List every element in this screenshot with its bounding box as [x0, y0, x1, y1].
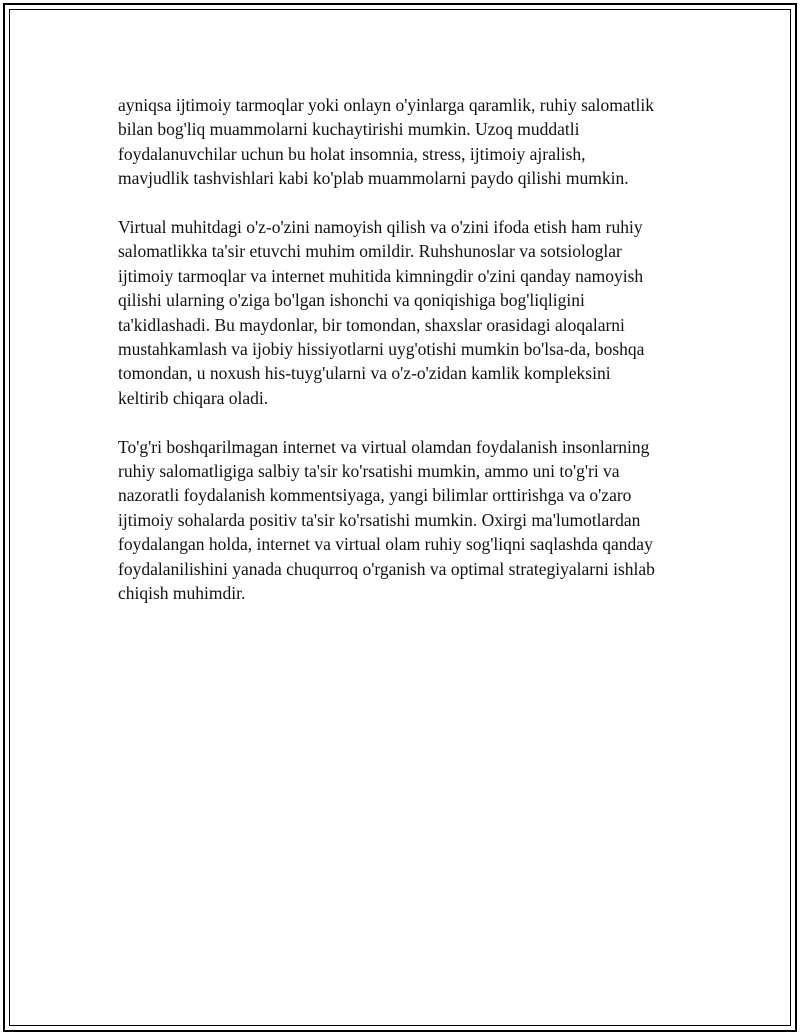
paragraph-3 [118, 435, 698, 606]
text-line: qilishi ularning o'ziga bo'lgan ishonchi va qoniqishiga bog'liqligini [118, 290, 585, 311]
text-line: foydalanilishini yanada chuqurroq o'rganish va optimal strategiyalarni ishlab [118, 558, 655, 579]
text-line: nazoratli foydalanish kommentsiyaga, yangi bilimlar orttirishga va o'zaro [118, 485, 632, 506]
text-line: ijtimoiy sohalarda positiv ta'sir ko'rsatishi mumkin. Oxirgi ma'lumotlardan [118, 509, 641, 530]
paragraph-2 [118, 215, 698, 410]
text-line: ruhiy salomatligiga salbiy ta'sir ko'rsatishi mumkin, ammo uni to'g'ri va [118, 461, 620, 482]
text-line: Virtual muhitdagi o'z-o'zini namoyish qilish va o'zini ifoda etish ham ruhiy [118, 217, 643, 238]
document-body [118, 93, 698, 630]
text-line: ta'kidlashadi. Bu maydonlar, bir tomondan, shaxslar orasidagi aloqalarni [118, 314, 625, 335]
text-line: keltirib chiqara oladi. [118, 387, 269, 408]
text-line: salomatlikka ta'sir etuvchi muhim omildir. Ruhshunoslar va sotsiologlar [118, 241, 622, 262]
text-line: ayniqsa ijtimoiy tarmoqlar yoki onlayn o'yinlarga qaramlik, ruhiy salomatlik [118, 95, 654, 115]
text-line: bilan bog'liq muammolarni kuchaytirishi mumkin. Uzoq muddatli [118, 119, 580, 140]
text-line: foydalangan holda, internet va virtual olam ruhiy sog'liqni saqlashda qanday [118, 534, 653, 555]
text-line: mustahkamlash va ijobiy hissiyotlarni uyg'otishi mumkin bo'lsa-da, boshqa [118, 339, 645, 360]
paragraph-1 [118, 93, 698, 191]
text-line: foydalanuvchilar uchun bu holat insomnia, stress, ijtimoiy ajralish, [118, 143, 586, 164]
text-line: To'g'ri boshqarilmagan internet va virtual olamdan foydalanish insonlarning [118, 436, 650, 457]
text-line: mavjudlik tashvishlari kabi ko'plab muammolarni paydo qilishi mumkin. [118, 168, 629, 189]
text-line: ijtimoiy tarmoqlar va internet muhitida kimningdir o'zini qanday namoyish [118, 265, 644, 286]
text-line: tomondan, u noxush his-tuyg'ularni va o'z-o'zidan kamlik kompleksini [118, 363, 611, 384]
text-line: chiqish muhimdir. [118, 583, 246, 604]
